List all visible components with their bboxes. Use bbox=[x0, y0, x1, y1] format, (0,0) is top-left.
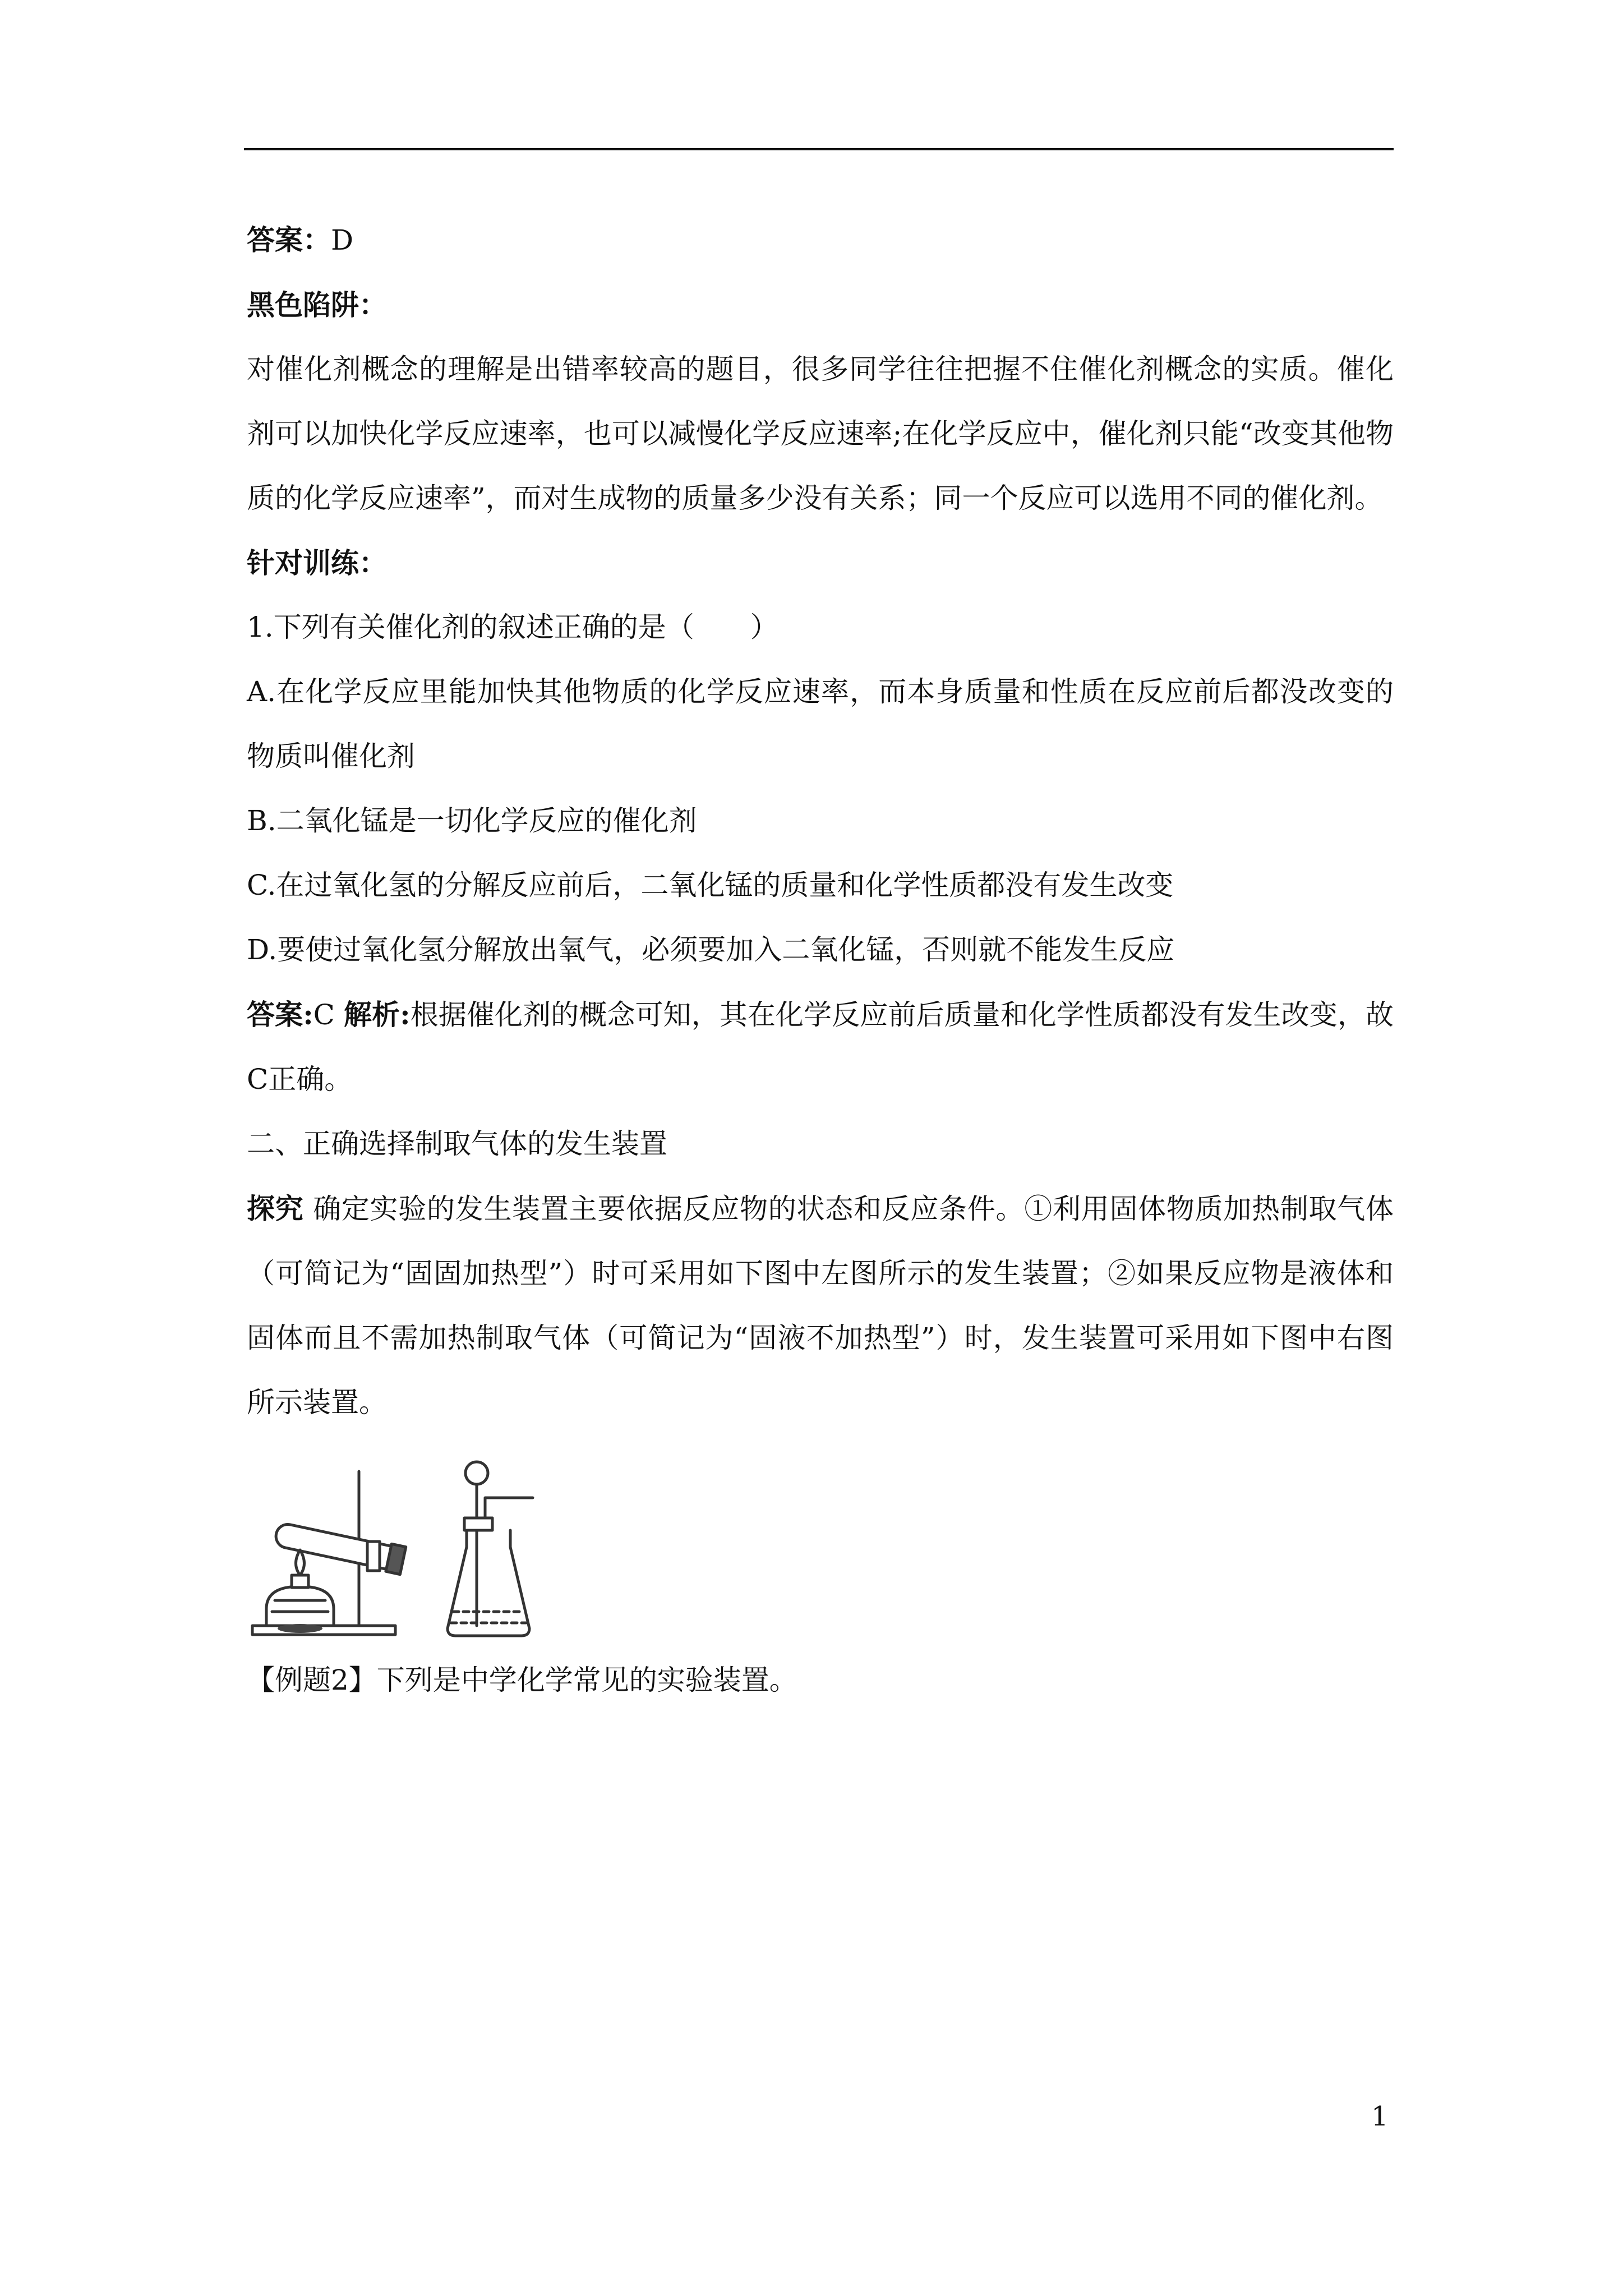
option-c: C.在过氧化氢的分解反应前后，二氧化锰的质量和化学性质都没有发生改变 bbox=[247, 869, 1174, 901]
apparatus-figure bbox=[247, 1457, 1394, 1642]
trap-text: 对催化剂概念的理解是出错率较高的题目，很多同学往往把握不住催化剂概念的实质。催化剂可以加快化学反应速率，也可以减慢化学反应速率;在化学反应中，催化剂只能“改变其他物质的化学反应速率”，而对生成物的质量多少没有关系；同一个反应可以选用不同的催化剂。 bbox=[247, 353, 1394, 514]
answer-analysis bbox=[247, 982, 1394, 1112]
answer-line bbox=[247, 208, 1394, 273]
answer-value: D bbox=[331, 224, 354, 256]
option-d: D.要使过氧化氢分解放出氧气，必须要加入二氧化锰，否则就不能发生反应 bbox=[247, 933, 1175, 966]
option-b: B.二氧化锰是一切化学反应的催化剂 bbox=[247, 804, 697, 837]
trap-heading: 黑色陷阱： bbox=[247, 288, 387, 321]
option-a: A.在化学反应里能加快其他物质的化学反应速率，而本身质量和性质在反应前后都没改变的物质叫催化剂 bbox=[247, 675, 1394, 772]
header-rule bbox=[244, 148, 1394, 150]
explore-text: 确定实验的发生装置主要依据反应物的状态和反应条件。①利用固体物质加热制取气体（可简记为“固固加热型”）时可采用如下图中左图所示的发生装置；②如果反应物是液体和固体而且不需加热制取气体（可简记为“固液不加热型”）时，发生装置可采用如下图中右图所示装置。 bbox=[247, 1193, 1394, 1419]
answer-label: 答案： bbox=[247, 223, 331, 256]
explore-label: 探究 bbox=[247, 1192, 304, 1225]
explore-paragraph bbox=[247, 1176, 1394, 1435]
solid-liquid-apparatus-diagram bbox=[443, 1457, 544, 1642]
question-1: 1.下列有关催化剂的叙述正确的是（ ） bbox=[247, 611, 778, 643]
training-heading: 针对训练： bbox=[247, 546, 387, 579]
example-2: 【例题2】下列是中学化学常见的实验装置。 bbox=[247, 1664, 797, 1696]
page-number: 1 bbox=[1371, 2101, 1389, 2132]
analysis-label: 解析: bbox=[343, 998, 411, 1031]
solid-heating-apparatus-diagram bbox=[247, 1457, 409, 1642]
analysis-text: 根据催化剂的概念可知，其在化学反应前后质量和化学性质都没有发生改变，故C正确。 bbox=[247, 999, 1394, 1096]
answer-value-2: C bbox=[313, 999, 344, 1031]
answer-label-2: 答案: bbox=[247, 998, 313, 1031]
section-2-title: 二、正确选择制取气体的发生装置 bbox=[247, 1128, 667, 1160]
page-content bbox=[247, 208, 1394, 1713]
